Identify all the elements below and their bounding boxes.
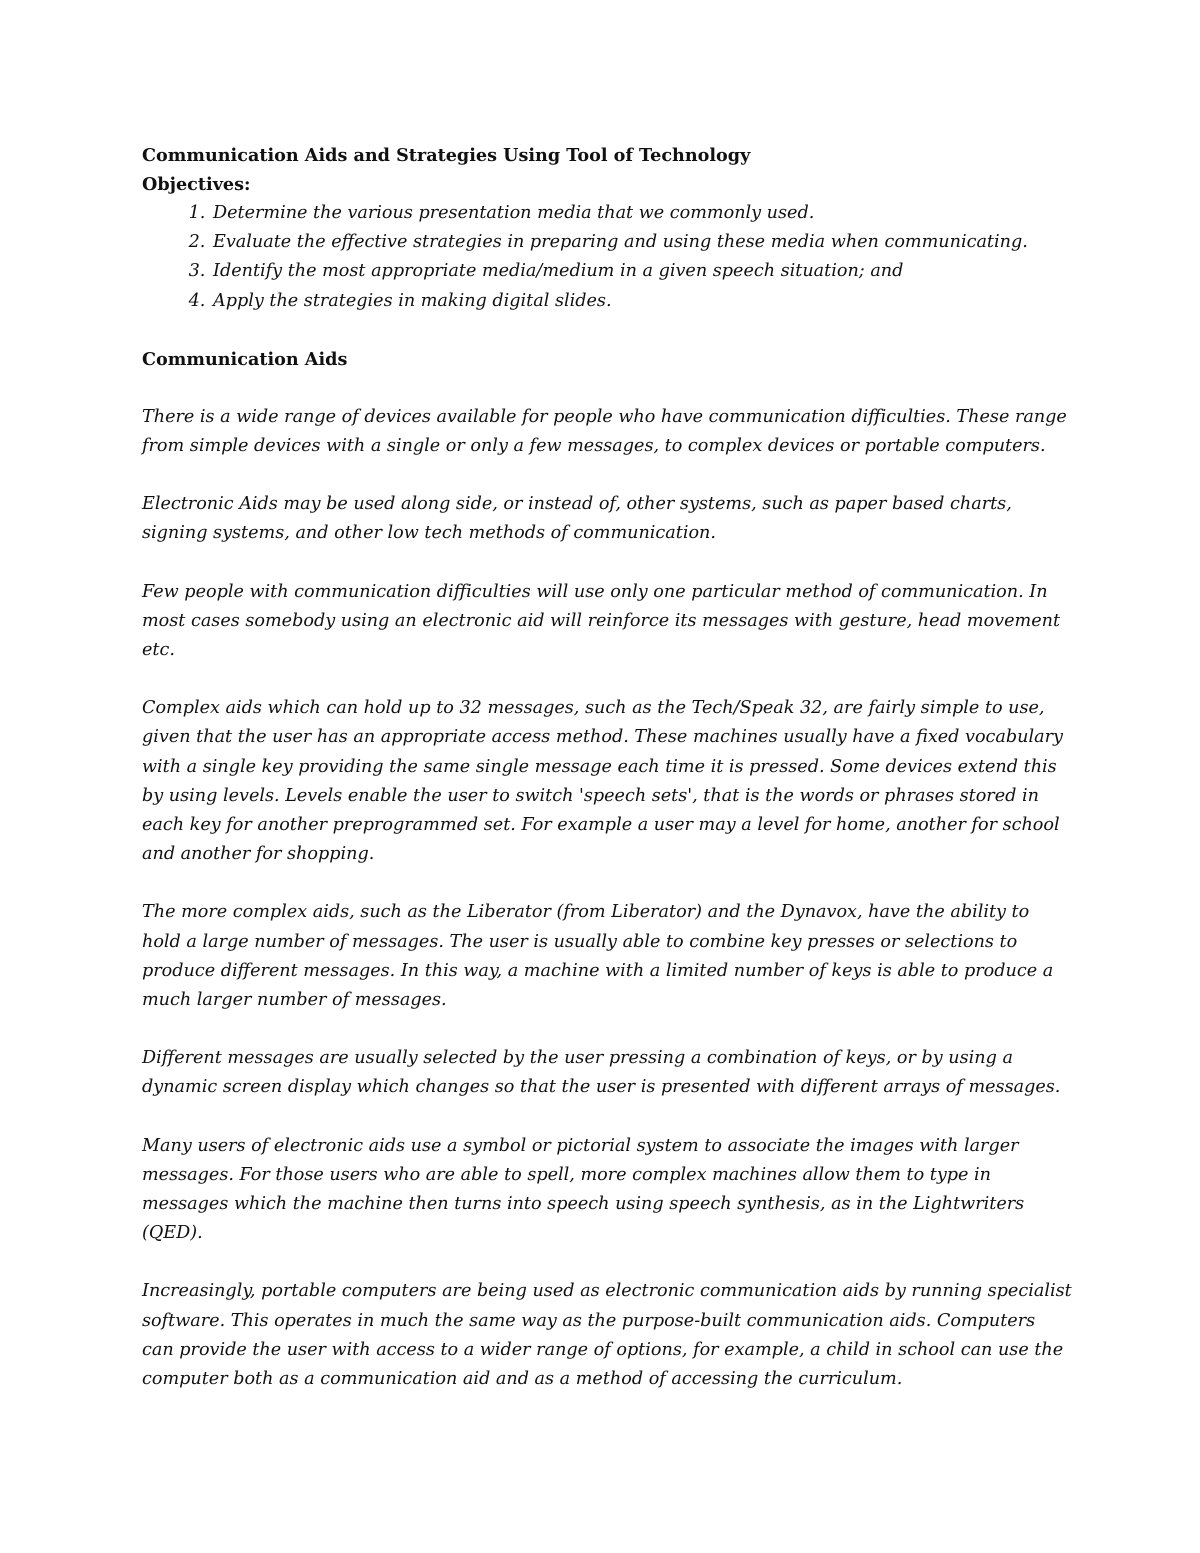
paragraph: Complex aids which can hold up to 32 messages, such as the Tech/Speak 32, are fairly simple to use, given that the user has an appropriate access method. These machines usually have a fixed vocabulary with a single key providing the same single message each time it is pressed. Some devices extend this by using levels. Levels enable the user to switch 'speech sets', that is the words or phrases stored in each key for another preprogrammed set. For example a user may a level for home, another for school and another for shopping. — [142, 698, 1063, 865]
paragraph: Electronic Aids may be used along side, or instead of, other systems, such as paper based charts, signing systems, and other low tech methods of communication. — [142, 494, 1012, 544]
paragraph: Increasingly, portable computers are being used as electronic communication aids by running specialist software. This operates in much the same way as the purpose-built communication aids. Computers can provide the user with access to a wider range of options, for example, a child in school can use the computer both as a communication aid and as a method of accessing the curriculum. — [142, 1281, 1072, 1390]
objectives-label: Objectives: — [142, 174, 251, 195]
objective-item: 4. Apply the strategies in making digital slides. — [211, 287, 1072, 316]
paragraph: Few people with communication difficulties will use only one particular method of communication. In most cases somebody using an electronic aid will reinforce its messages with gesture, head movement etc. — [142, 581, 1061, 661]
paragraph: There is a wide range of devices available for people who have communication difficulties. These range from simple devices with a single or only a few messages, to complex devices or portable computers. — [142, 406, 1067, 457]
document-page — [142, 141, 1072, 1394]
objectives-list — [142, 199, 1072, 316]
paragraph: The more complex aids, such as the Liberator (from Liberator) and the Dynavox, have the ability to hold a large number of messages. The user is usually able to combine key presses or selections to produce different messages. In this way, a machine with a limited number of keys is able to produce a much larger number of messages. — [142, 902, 1054, 1011]
objective-item: 2. Evaluate the effective strategies in preparing and using these media when communicating. — [211, 228, 1072, 257]
section-heading: Communication Aids — [142, 348, 348, 370]
paragraph: Many users of electronic aids use a symbol or pictorial system to associate the images with larger messages. For those users who are able to spell, more complex machines allow them to type in messages which the machine then turns into speech using speech synthesis, as in the Lightwriters (QED). — [142, 1135, 1025, 1244]
document-title: Communication Aids and Strategies Using Tool of Technology — [142, 145, 751, 166]
objective-item: 3. Identify the most appropriate media/medium in a given speech situation; and — [211, 257, 1072, 286]
paragraph: Different messages are usually selected by the user pressing a combination of keys, or by using a dynamic screen display which changes so that the user is presented with different arrays of messages. — [142, 1048, 1061, 1098]
objective-item: 1. Determine the various presentation media that we commonly used. — [211, 199, 1072, 228]
